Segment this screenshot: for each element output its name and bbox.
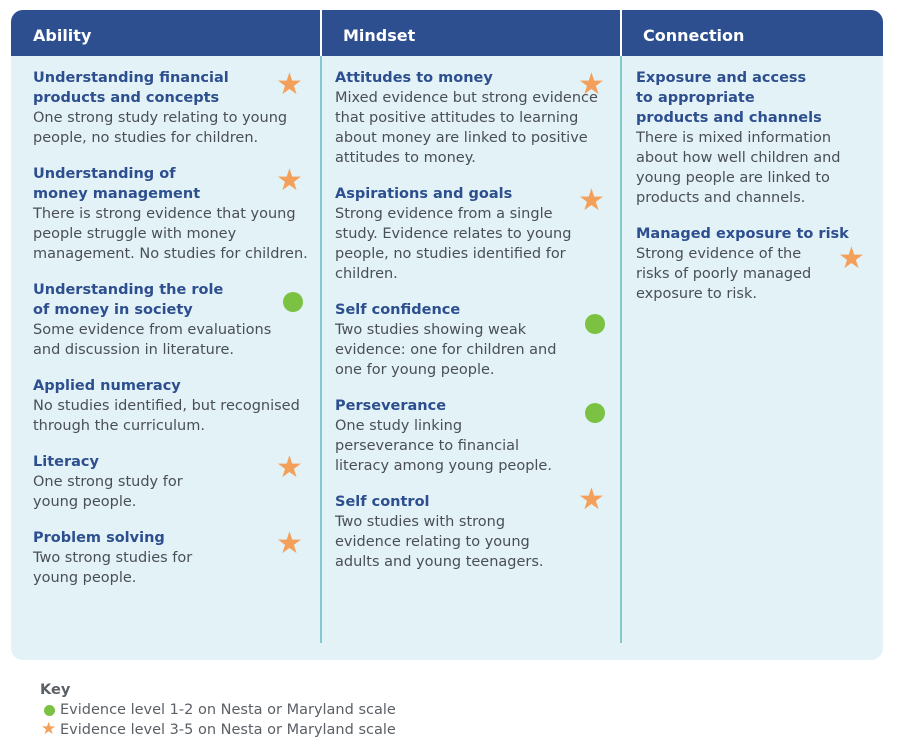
list-item (335, 68, 611, 168)
list-item (33, 280, 313, 360)
star-icon: ★ (838, 241, 865, 276)
ability-column (33, 68, 313, 604)
list-item (33, 528, 313, 588)
item-title: Exposure and access to appropriate products and channels (636, 70, 822, 126)
item-title: Literacy (33, 454, 99, 470)
star-icon: ★ (578, 482, 605, 517)
item-title: Applied numeracy (33, 378, 181, 394)
item-title: Attitudes to money (335, 70, 493, 86)
list-item (335, 482, 611, 572)
list-item (33, 376, 313, 436)
item-description: There is mixed information about how well children and young people are linked to products and channels. (636, 130, 841, 206)
header-divider (620, 10, 622, 56)
header-ability: Ability (33, 26, 92, 45)
item-title: Understanding financial products and concepts (33, 70, 229, 106)
item-description: Two strong studies for young people. (33, 550, 193, 586)
list-item (33, 164, 313, 264)
star-icon: ★ (276, 67, 303, 102)
item-description: Two studies with strong evidence relating to young adults and young teenagers. (335, 514, 544, 570)
star-icon: ★ (276, 163, 303, 198)
item-title: Problem solving (33, 530, 165, 546)
item-title: Managed exposure to risk (636, 226, 849, 242)
list-item (335, 396, 611, 476)
list-item (335, 300, 611, 380)
item-title: Aspirations and goals (335, 186, 513, 202)
item-title: Understanding the role of money in society (33, 282, 224, 318)
item-description: Strong evidence of the risks of poorly managed exposure to risk. (636, 246, 812, 302)
item-description: There is strong evidence that young people struggle with money management. No studies for children. (33, 206, 308, 262)
list-item (636, 224, 876, 304)
item-title: Perseverance (335, 398, 447, 414)
legend-title: Key (40, 682, 71, 698)
item-title: Self confidence (335, 302, 461, 318)
item-description: No studies identified, but recognised through the curriculum. (33, 398, 300, 434)
legend-item-star (40, 720, 396, 740)
legend-label: Evidence level 3-5 on Nesta or Maryland scale (60, 722, 396, 738)
list-item (33, 68, 313, 148)
mindset-column (335, 68, 611, 588)
legend-label: Evidence level 1-2 on Nesta or Maryland scale (60, 702, 396, 718)
item-description: Some evidence from evaluations and discussion in literature. (33, 322, 272, 358)
star-icon: ★ (276, 526, 303, 561)
legend (40, 680, 396, 740)
column-divider (620, 56, 622, 643)
star-icon: ★ (578, 183, 605, 218)
dot-icon (44, 705, 55, 716)
star-icon: ★ (578, 67, 605, 102)
item-description: One study linking perseverance to financial literacy among young people. (335, 418, 552, 474)
table-header (11, 10, 883, 56)
header-connection: Connection (643, 26, 745, 45)
dot-icon (283, 292, 303, 312)
list-item (335, 184, 611, 284)
item-description: One strong study relating to young people, no studies for children. (33, 110, 288, 146)
dot-icon (585, 314, 605, 334)
list-item (33, 452, 313, 512)
item-description: Strong evidence from a single study. Evidence relates to young people, no studies identified for children. (335, 206, 572, 282)
item-description: Two studies showing weak evidence: one for children and one for young people. (335, 322, 557, 378)
legend-item-dot (40, 700, 396, 720)
header-divider (320, 10, 322, 56)
list-item (636, 68, 876, 208)
item-description: One strong study for young people. (33, 474, 183, 510)
item-title: Understanding of money management (33, 166, 201, 202)
item-title: Self control (335, 494, 430, 510)
dot-icon (585, 403, 605, 423)
item-description: Mixed evidence but strong evidence that positive attitudes to learning about money are linked to positive attitudes to money. (335, 90, 598, 166)
header-mindset: Mindset (343, 26, 416, 45)
star-icon: ★ (276, 450, 303, 485)
evidence-table (11, 10, 883, 660)
connection-column (636, 68, 876, 320)
column-divider (320, 56, 322, 643)
star-icon: ★ (41, 719, 57, 739)
